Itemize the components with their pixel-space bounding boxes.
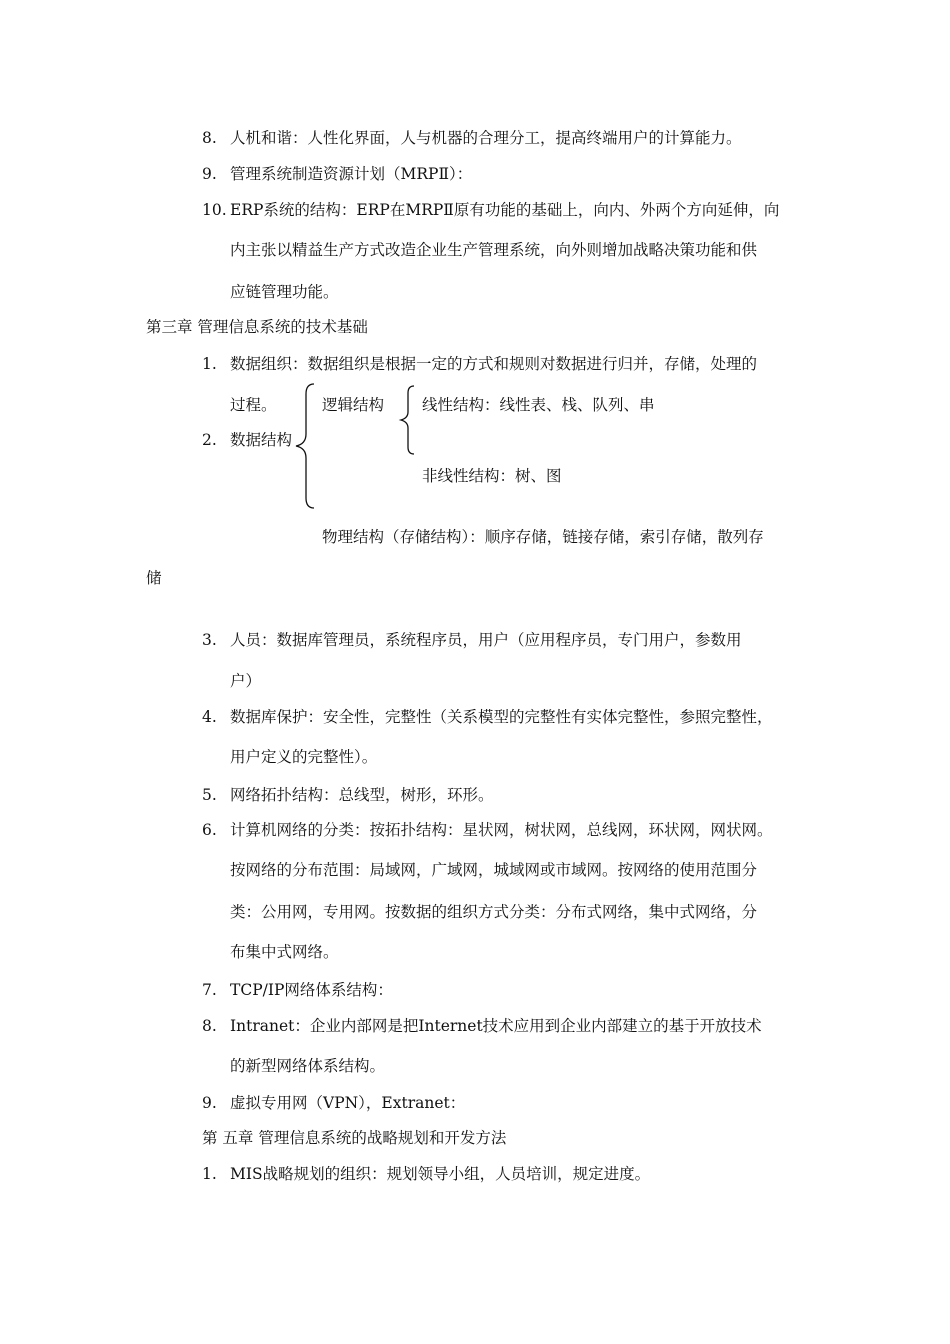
list-item-text: 网络拓扑结构：总线型，树形，环形。 [230,786,494,804]
list-number: 9. [202,1094,217,1112]
list-item-continuation: 应链管理功能。 [230,283,339,301]
physical-structure-continuation: 储 [146,569,162,587]
list-number: 3. [202,631,217,649]
list-number: 9. [202,165,217,183]
outer-brace-icon [288,382,318,512]
list-item-text: 虚拟专用网（VPN），Extranet： [230,1094,466,1112]
list-item-continuation: 户） [230,672,262,690]
physical-structure-text: 物理结构（存储结构）：顺序存储，链接存储，索引存储，散列存 [322,528,764,546]
list-item-continuation: 的新型网络体系结构。 [230,1057,386,1075]
list-item-continuation: 按网络的分布范围：局域网，广域网，城域网或市域网。按网络的使用范围分 [230,861,758,879]
list-item-text: ERP系统的结构：ERP在MRPⅡ原有功能的基础上，向内、外两个方向延伸，向 [230,201,780,219]
chapter-heading: 第三章 管理信息系统的技术基础 [146,318,368,336]
list-item-text: 人机和谐：人性化界面，人与机器的合理分工，提高终端用户的计算能力。 [230,129,742,147]
list-number: 8. [202,1017,217,1035]
list-number: 1. [202,1165,217,1183]
list-number: 7. [202,981,217,999]
list-number: 4. [202,708,217,726]
chapter-heading: 第 五章 管理信息系统的战略规划和开发方法 [202,1129,507,1147]
list-item-continuation: 布集中式网络。 [230,943,339,961]
linear-structure-text: 线性结构：线性表、栈、队列、串 [422,396,655,414]
list-item-text: MIS战略规划的组织：规划领导小组，人员培训，规定进度。 [230,1165,651,1183]
nonlinear-structure-text: 非线性结构：树、图 [422,467,562,485]
list-item-text: 人员：数据库管理员，系统程序员，用户（应用程序员，专门用户，参数用 [230,631,742,649]
list-item-text: TCP/IP网络体系结构： [230,981,393,999]
list-item-continuation: 过程。 [230,396,277,414]
list-item-text: Intranet：企业内部网是把Internet技术应用到企业内部建立的基于开放技术 [230,1017,762,1035]
inner-brace-icon [396,384,418,456]
list-item-continuation: 类：公用网，专用网。按数据的组织方式分类：分布式网络，集中式网络，分 [230,903,758,921]
logical-structure-label: 逻辑结构 [322,396,385,414]
data-structure-label: 数据结构 [230,431,293,449]
list-item-text: 数据组织：数据组织是根据一定的方式和规则对数据进行归并，存储，处理的 [230,355,758,373]
list-number: 1. [202,355,217,373]
list-item-text: 计算机网络的分类：按拓扑结构：星状网，树状网，总线网，环状网，网状网。 [230,821,773,839]
list-number: 6. [202,821,217,839]
list-number: 5. [202,786,217,804]
list-item-continuation: 内主张以精益生产方式改造企业生产管理系统，向外则增加战略决策功能和供 [230,241,758,259]
list-number: 2. [202,431,217,449]
list-item-text: 数据库保护：安全性，完整性（关系模型的完整性有实体完整性，参照完整性， [230,708,773,726]
list-number: 8. [202,129,217,147]
list-item-continuation: 用户定义的完整性）。 [230,748,378,766]
list-number: 10. [202,201,227,219]
list-item-text: 管理系统制造资源计划（MRPⅡ）： [230,165,473,183]
